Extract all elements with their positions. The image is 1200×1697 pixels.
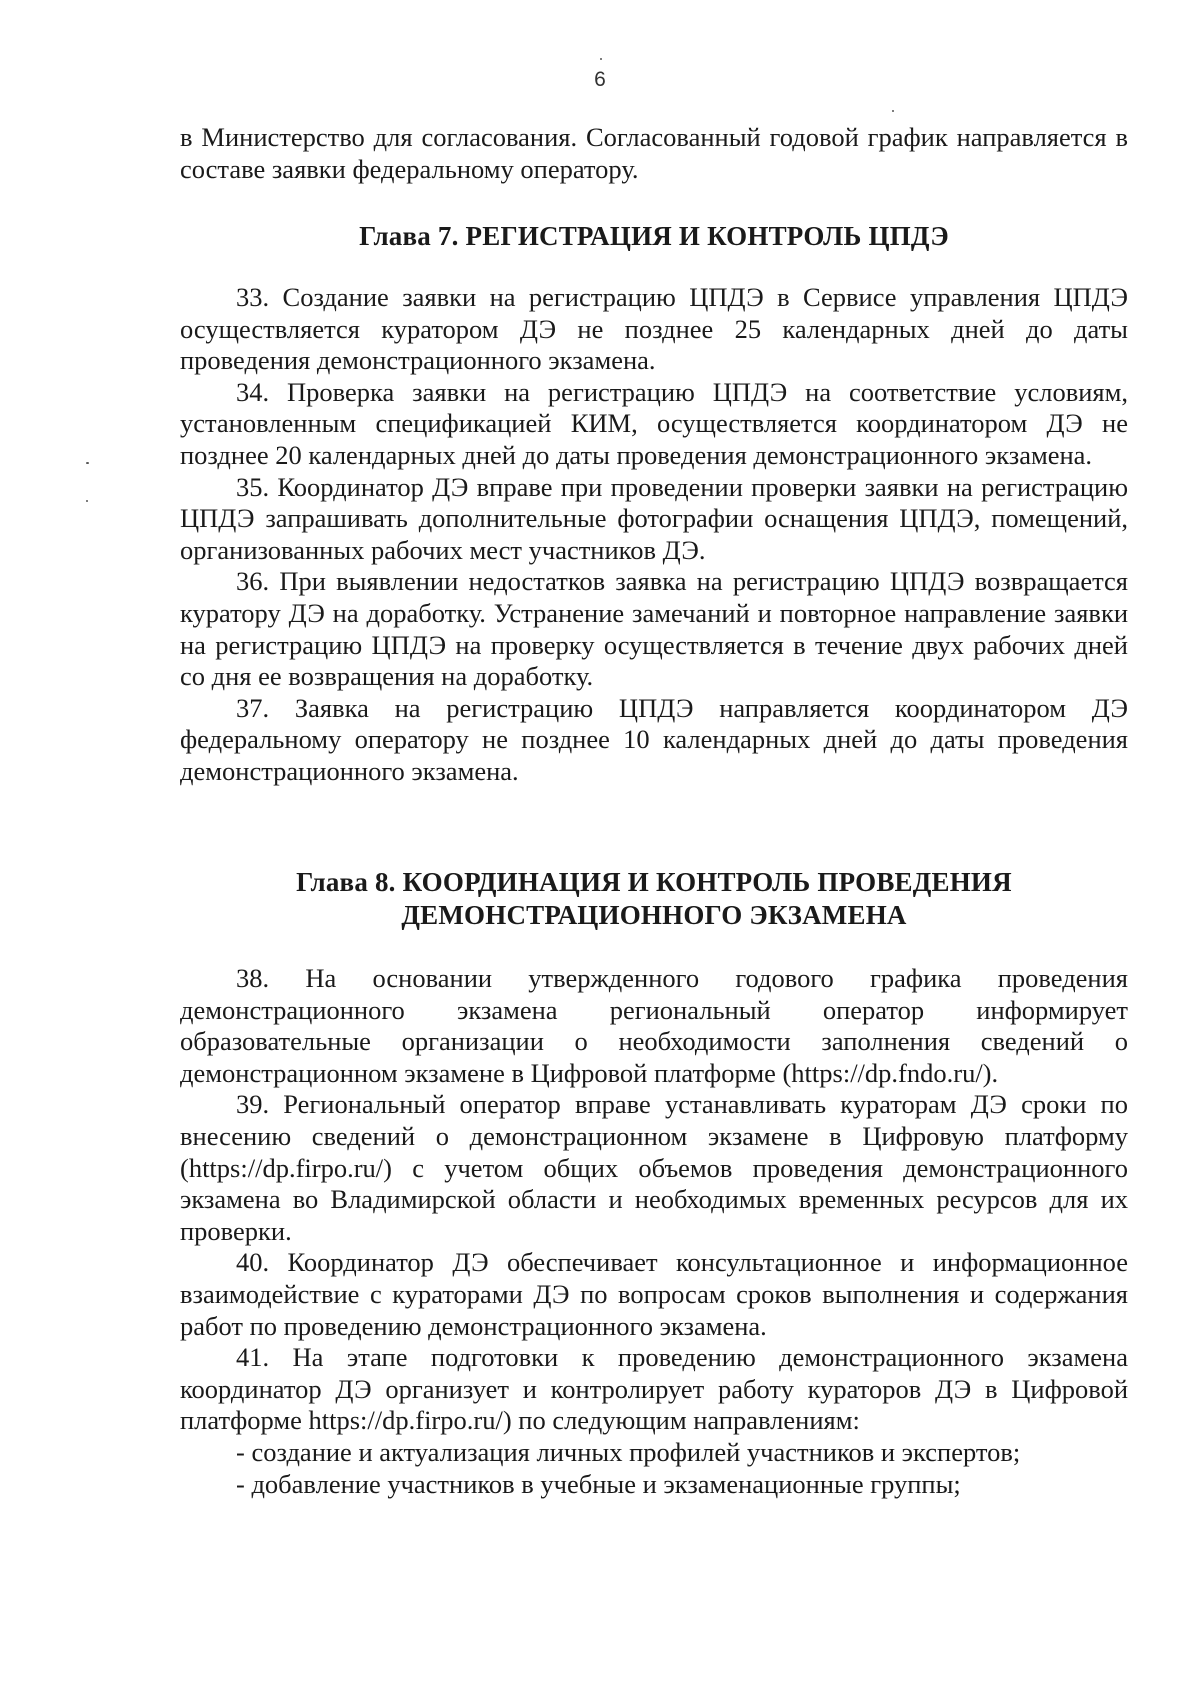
paragraph-35: 35. Координатор ДЭ вправе при проведении проверки заявки на регистрацию ЦПДЭ запрашивать дополнительные фотографии оснащения ЦПДЭ, помещений, организованных рабочих мест участников ДЭ. <box>180 471 1128 565</box>
paragraph-39: 39. Региональный оператор вправе устанавливать кураторам ДЭ сроки по внесению сведений о демонстрационном экзамене в Цифровую платформу (https://dp.firpo.ru/) с учетом общих объемов проведения демонстрационного экзамена во Владимирской области и необходимых временных ресурсов для их проверки. <box>180 1089 1128 1246</box>
chapter-8-body <box>180 963 1128 1500</box>
paragraph-41: 41. На этапе подготовки к проведению демонстрационного экзамена координатор ДЭ организует и контролирует работу кураторов ДЭ в Цифровой платформе https://dp.firpo.ru/) по следующим направлениям: <box>180 1342 1128 1436</box>
chapter-8-heading <box>180 866 1128 932</box>
paragraph-37: 37. Заявка на регистрацию ЦПДЭ направляется координатором ДЭ федеральному оператору не позднее 10 календарных дней до даты проведения демонстрационного экзамена. <box>180 692 1128 786</box>
continuation-paragraph: в Министерство для согласования. Согласованный годовой график направляется в составе заявки федеральному оператору. <box>180 122 1128 184</box>
scan-speck <box>86 500 88 502</box>
paragraph-40: 40. Координатор ДЭ обеспечивает консультационное и информационное взаимодействие с кураторами ДЭ по вопросам сроков выполнения и содержания работ по проведению демонстрационного экзамена. <box>180 1247 1128 1341</box>
paragraph-36: 36. При выявлении недостатков заявка на регистрацию ЦПДЭ возвращается куратору ДЭ на доработку. Устранение замечаний и повторное направление заявки на регистрацию ЦПДЭ на проверку осуществляется в течение двух рабочих дней со дня ее возвращения на доработку. <box>180 566 1128 692</box>
chapter-8-heading-line-2: ДЕМОНСТРАЦИОННОГО ЭКЗАМЕНА <box>401 900 907 930</box>
paragraph-33: 33. Создание заявки на регистрацию ЦПДЭ в Сервисе управления ЦПДЭ осуществляется куратором ДЭ не позднее 25 календарных дней до даты проведения демонстрационного экзамена. <box>180 282 1128 376</box>
continuation-block <box>180 122 1128 185</box>
list-item-profiles: - создание и актуализация личных профилей участников и экспертов; <box>236 1436 1021 1467</box>
scan-speck <box>600 58 602 60</box>
paragraph-38: 38. На основании утвержденного годового графика проведения демонстрационного экзамена региональный оператор информирует образовательные организации о необходимости заполнения сведений о демонстрационном экзамене в Цифровой платформе (https://dp.fndo.ru/). <box>180 963 1128 1088</box>
scan-speck <box>892 110 894 112</box>
scan-speck <box>86 462 89 464</box>
chapter-7-body <box>180 282 1128 788</box>
paragraph-34: 34. Проверка заявки на регистрацию ЦПДЭ на соответствие условиям, установленным спецификацией КИМ, осуществляется координатором ДЭ не позднее 20 календарных дней до даты проведения демонстрационного экзамена. <box>180 376 1128 470</box>
list-item-groups: - добавление участников в учебные и экзаменационные группы; <box>236 1468 961 1499</box>
chapter-8-heading-line-1: Глава 8. КООРДИНАЦИЯ И КОНТРОЛЬ ПРОВЕДЕНИЯ <box>296 867 1012 897</box>
chapter-7-heading: Глава 7. РЕГИСТРАЦИЯ И КОНТРОЛЬ ЦПДЭ <box>359 221 949 251</box>
page-number: 6 <box>594 68 606 91</box>
